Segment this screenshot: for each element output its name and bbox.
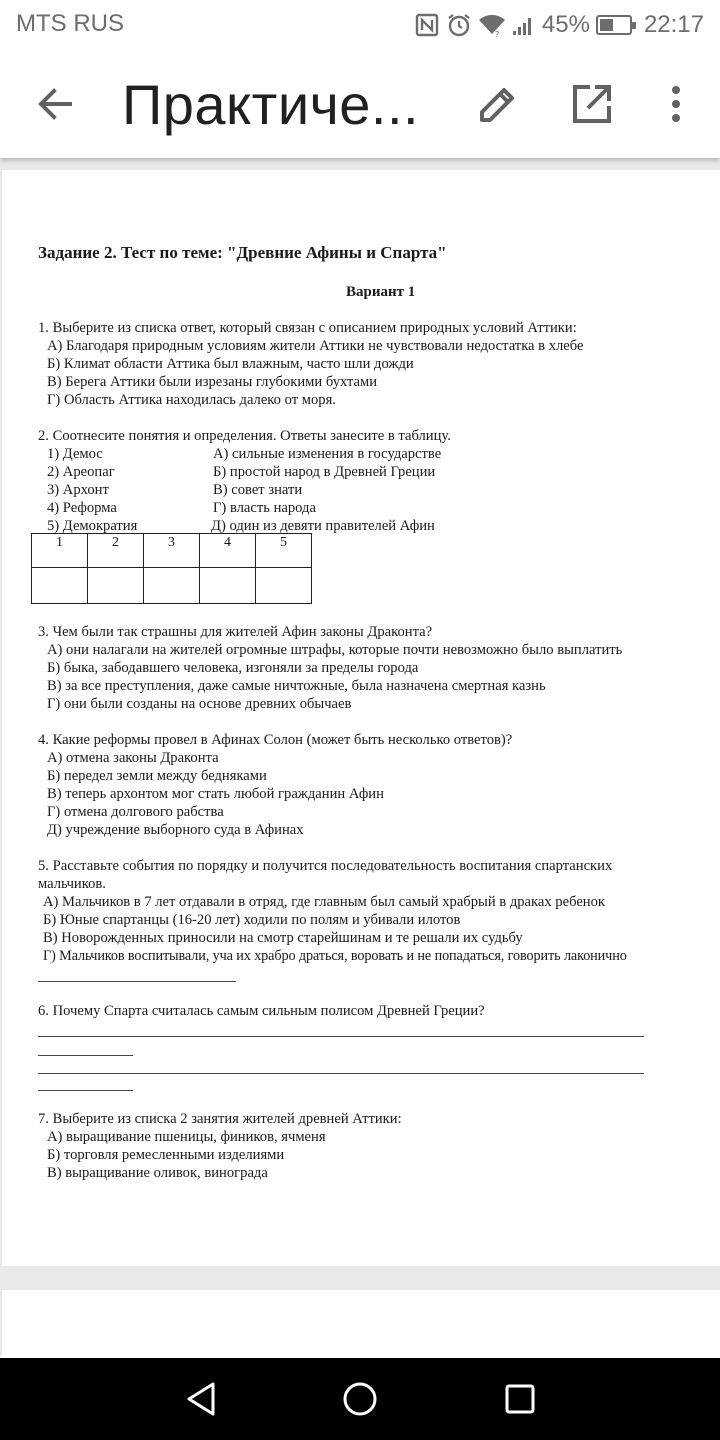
document-title: Практиче...: [122, 73, 420, 136]
open-in-new-icon: [566, 78, 618, 130]
answer-table: [31, 533, 312, 604]
q3-option: А) они налагали на жителей огромные штрафы, которые почти невозможно было выплатить: [47, 642, 623, 658]
q2-term: 2) Ареопаг: [47, 464, 115, 480]
q4-option: В) теперь архонтом мог стать любой гражданин Афин: [47, 786, 384, 802]
nav-home-button[interactable]: [337, 1376, 383, 1422]
q4-option: Б) передел земли между бедняками: [47, 768, 267, 784]
q2-term: 5) Демократия: [47, 518, 138, 534]
arrow-back-icon: [30, 78, 82, 130]
q5-question-cont: мальчиков.: [38, 876, 106, 892]
q5-option: В) Новорожденных приносили на смотр старейшинам и те решали их судьбу: [43, 930, 523, 946]
q2-term: 3) Архонт: [47, 482, 109, 498]
status-icons: [414, 10, 704, 40]
q1-option: А) Благодаря природным условиям жители Аттики не чувствовали недостатка в хлебе: [47, 338, 584, 354]
battery-percent: 45%: [541, 11, 590, 38]
answer-line: [38, 1055, 133, 1056]
q7-question: 7. Выберите из списка 2 занятия жителей древней Аттики:: [38, 1111, 402, 1127]
system-navigation-bar: [0, 1358, 720, 1440]
q3-option: Г) они были созданы на основе древних обычаев: [47, 696, 352, 712]
answer-table-cell: [200, 568, 256, 604]
answer-line: [38, 1090, 133, 1091]
q2-definition: А) сильные изменения в государстве: [213, 446, 442, 462]
nav-back-button[interactable]: [177, 1376, 223, 1422]
answer-table-cell: [144, 568, 200, 604]
battery-level-fill: [600, 19, 613, 31]
q4-option: Д) учреждение выборного суда в Афинах: [47, 822, 304, 838]
edit-button[interactable]: [472, 78, 524, 130]
circle-home-icon: [337, 1376, 383, 1422]
q2-definition: Г) власть народа: [213, 500, 316, 516]
battery-icon: [596, 15, 632, 35]
q1-option: Б) Климат области Аттика был влажным, часто шли дожди: [47, 356, 414, 372]
answer-line: [38, 1036, 644, 1037]
next-document-page: [2, 1290, 720, 1358]
answer-table-cell: [256, 568, 312, 604]
q2-definition: Д) один из девяти правителей Афин: [211, 518, 435, 534]
more-options-button[interactable]: [652, 78, 700, 130]
q1-option: Г) Область Аттика находилась далеко от моря.: [47, 392, 336, 408]
q5-option: А) Мальчиков в 7 лет отдавали в отряд, где главным был самый храбрый в драках ребенок: [43, 894, 605, 910]
alarm-icon: [446, 12, 472, 38]
answer-table-cell: [88, 568, 144, 604]
q3-option: В) за все преступления, даже самые ничтожные, была назначена смертная казнь: [47, 678, 546, 694]
variant-label: Вариант 1: [346, 284, 416, 300]
q3-option: Б) быка, забодавшего человека, изгоняли за пределы города: [47, 660, 419, 676]
carrier-name: MTS RUS: [16, 10, 124, 37]
q7-option: В) выращивание оливок, винограда: [47, 1165, 268, 1181]
answer-table-header: 5: [256, 534, 312, 568]
nav-recents-button[interactable]: [497, 1376, 543, 1422]
answer-table-header: 1: [32, 534, 88, 568]
q5-option: Г) Мальчиков воспитывали, уча их храбро драться, воровать и не попадаться, говорить лаконично: [43, 948, 627, 964]
answer-table-header: 3: [144, 534, 200, 568]
answer-table-header: 4: [200, 534, 256, 568]
q4-option: А) отмена законы Драконта: [47, 750, 219, 766]
answer-line: [38, 1073, 644, 1074]
answer-table-header: 2: [88, 534, 144, 568]
q5-question: 5. Расставьте события по порядку и получится последовательность воспитания спартанских: [38, 858, 613, 874]
answer-line: [38, 981, 236, 982]
q2-definition: В) совет знати: [213, 482, 303, 498]
q1-question: 1. Выберите из списка ответ, который связан с описанием природных условий Аттики:: [38, 320, 577, 336]
clock: 22:17: [643, 11, 704, 38]
square-recents-icon: [497, 1376, 543, 1422]
q4-question: 4. Какие реформы провел в Афинах Солон (может быть несколько ответов)?: [38, 732, 513, 748]
triangle-back-icon: [177, 1376, 223, 1422]
q2-definition: Б) простой народ в Древней Греции: [213, 464, 436, 480]
more-vert-icon: [652, 78, 700, 130]
q5-option: Б) Юные спартанцы (16-20 лет) ходили по полям и убивали илотов: [43, 912, 461, 928]
app-bar: [0, 50, 720, 158]
nfc-icon: [414, 12, 440, 38]
q2-term: 4) Реформа: [47, 500, 117, 516]
q2-question: 2. Соотнесите понятия и определения. Ответы занесите в таблицу.: [38, 428, 451, 444]
q1-option: В) Берега Аттики были изрезаны глубокими бухтами: [47, 374, 378, 390]
open-external-button[interactable]: [566, 78, 618, 130]
task-heading: Задание 2. Тест по теме: "Древние Афины и Спарта": [38, 243, 447, 262]
q3-question: 3. Чем были так страшны для жителей Афин законы Драконта?: [38, 624, 433, 640]
status-bar: [0, 0, 720, 50]
q7-option: А) выращивание пшеницы, фиников, ячменя: [47, 1129, 326, 1145]
signal-icon: [510, 12, 536, 38]
pencil-icon: [472, 78, 524, 130]
q7-option: Б) торговля ремесленными изделиями: [47, 1147, 285, 1163]
svg-text:?: ?: [494, 30, 500, 38]
wifi-icon: [478, 12, 504, 38]
answer-table-cell: [32, 568, 88, 604]
q6-question: 6. Почему Спарта считалась самым сильным полисом Древней Греции?: [38, 1003, 485, 1019]
q2-term: 1) Демос: [47, 446, 103, 462]
q4-option: Г) отмена долгового рабства: [47, 804, 224, 820]
back-button[interactable]: [30, 78, 82, 130]
